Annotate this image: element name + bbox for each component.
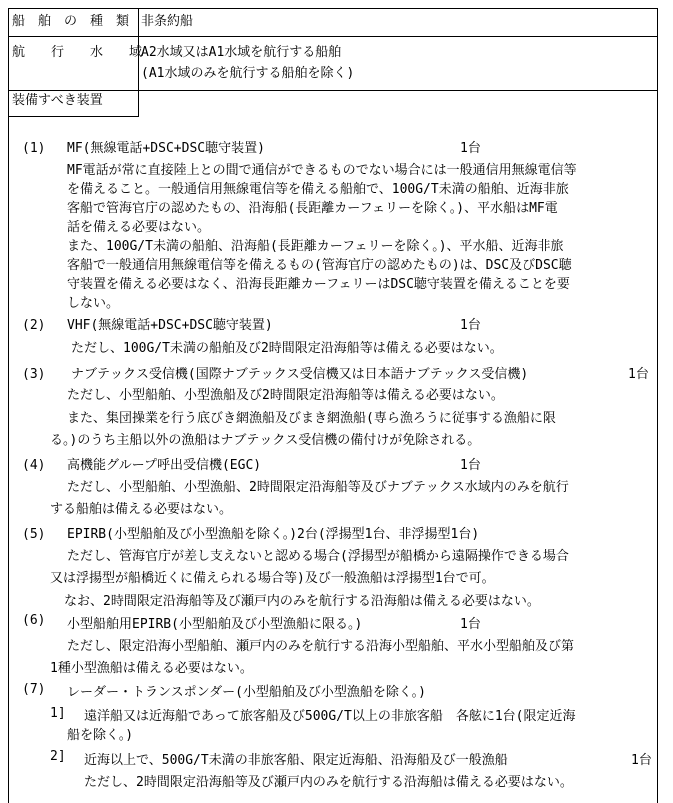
item-text: ただし、100G/T未満の船舶及び2時間限定沿海船等は備える必要はない。 xyxy=(71,341,503,356)
item-text: また、集団操業を行う底びき網漁船及びまき網漁船(専ら漁ろうに従事する漁船に限 xyxy=(67,411,556,426)
item-number: (7) xyxy=(22,682,46,697)
item-text: 1種小型漁船は備える必要はない。 xyxy=(50,661,253,676)
item-title: ナブテックス受信機(国際ナブテックス受信機又は日本語ナブテックス受信機) xyxy=(71,367,529,382)
item-number: (5) xyxy=(22,527,46,542)
equipment-table xyxy=(8,8,658,803)
item-text: しない。 xyxy=(67,296,120,311)
item-number: (6) xyxy=(22,613,46,628)
item-text: 話を備える必要はない。 xyxy=(67,220,211,235)
item-number: (3) xyxy=(22,367,46,382)
item-text: なお、2時間限定沿海船等及び瀬戸内のみを航行する沿海船は備える必要はない。 xyxy=(64,594,540,609)
item-text: ただし、2時間限定沿海船等及び瀬戸内のみを航行する沿海船は備える必要はない。 xyxy=(84,775,573,790)
item-title: VHF(無線電話+DSC+DSC聴守装置) xyxy=(67,318,273,333)
sub-item-number: 1] xyxy=(50,706,66,721)
row-divider-2 xyxy=(8,90,658,91)
item-quantity: 1台 xyxy=(460,617,481,632)
row-divider-3 xyxy=(8,116,139,117)
item-quantity: 1台 xyxy=(460,458,481,473)
equipment-label: 装備すべき装置 xyxy=(12,93,103,108)
item-title: 高機能グループ呼出受信機(EGC) xyxy=(67,458,262,473)
table-left-border xyxy=(8,8,9,803)
item-quantity: 1台 xyxy=(628,367,649,382)
table-right-border xyxy=(657,8,658,803)
item-text: ただし、管海官庁が差し支えないと認める場合(浮揚型が船橋から遠隔操作できる場合 xyxy=(67,549,569,564)
column-divider xyxy=(138,8,139,117)
item-text: 又は浮揚型が船橋近くに備えられる場合等)及び一般漁船は浮揚型1台で可。 xyxy=(50,571,495,586)
item-text: 客船で管海官庁の認めたもの、沿海船(長距離カーフェリーを除く。)、平水船はMF電 xyxy=(67,201,558,216)
navigation-area-value-1: A2水域又はA1水域を航行する船舶 xyxy=(141,45,342,60)
table-top-border xyxy=(8,8,658,9)
item-quantity: 1台 xyxy=(460,318,481,333)
item-quantity: 1台 xyxy=(631,753,652,768)
row-divider-1 xyxy=(8,36,658,37)
item-title: EPIRB(小型船舶及び小型漁船を除く。)2台(浮揚型1台、非浮揚型1台) xyxy=(67,527,480,542)
item-text: を備えること。一般通信用無線電信等を備える船舶で、100G/T未満の船舶、近海非旅 xyxy=(67,182,569,197)
item-text: MF電話が常に直接陸上との間で通信ができるものでない場合には一般通信用無線電信等 xyxy=(67,163,577,178)
sub-item-number: 2] xyxy=(50,749,66,764)
item-text: 守装置を備える必要はなく、沿海長距離カーフェリーはDSC聴守装置を備えることを要 xyxy=(67,277,570,292)
item-title: 小型船舶用EPIRB(小型船舶及び小型漁船に限る。) xyxy=(67,617,363,632)
item-text: ただし、小型船舶、小型漁船及び2時間限定沿海船等は備える必要はない。 xyxy=(67,388,504,403)
ship-type-value: 非条約船 xyxy=(141,14,194,29)
item-text: する船舶は備える必要はない。 xyxy=(50,502,233,517)
item-text: 客船で一般通信用無線電信等を備えるもの(管海官庁の認めたもの)は、DSC及びDSC聴 xyxy=(67,258,572,273)
item-text: 近海以上で、500G/T未満の非旅客船、限定近海船、沿海船及び一般漁船 xyxy=(84,753,508,768)
item-number: (1) xyxy=(22,141,46,156)
item-text: る。)のうち主船以外の漁船はナブテックス受信機の備付けが免除される。 xyxy=(50,433,481,448)
item-text: ただし、小型船舶、小型漁船、2時間限定沿海船等及びナブテックス水域内のみを航行 xyxy=(67,480,569,495)
item-quantity: 1台 xyxy=(460,141,481,156)
navigation-area-value-2: (A1水域のみを航行する船舶を除く) xyxy=(141,66,355,81)
item-title: MF(無線電話+DSC+DSC聴守装置) xyxy=(67,141,265,156)
item-text: ただし、限定沿海小型船舶、瀬戸内のみを航行する沿海小型船舶、平水小型船舶及び第 xyxy=(67,639,575,654)
item-text: 船を除く。) xyxy=(67,728,134,743)
item-number: (4) xyxy=(22,458,46,473)
ship-type-label: 船 舶 の 種 類 xyxy=(12,14,130,29)
item-number: (2) xyxy=(22,318,46,333)
item-text: また、100G/T未満の船舶、沿海船(長距離カーフェリーを除く。)、平水船、近海非旅 xyxy=(67,239,564,254)
item-title: レーダー・トランスポンダー(小型船舶及び小型漁船を除く。) xyxy=(67,685,426,700)
navigation-area-label: 航 行 水 域 xyxy=(12,45,143,60)
item-text: 遠洋船又は近海船であって旅客船及び500G/T以上の非旅客船 各舷に1台(限定近海 xyxy=(84,709,576,724)
